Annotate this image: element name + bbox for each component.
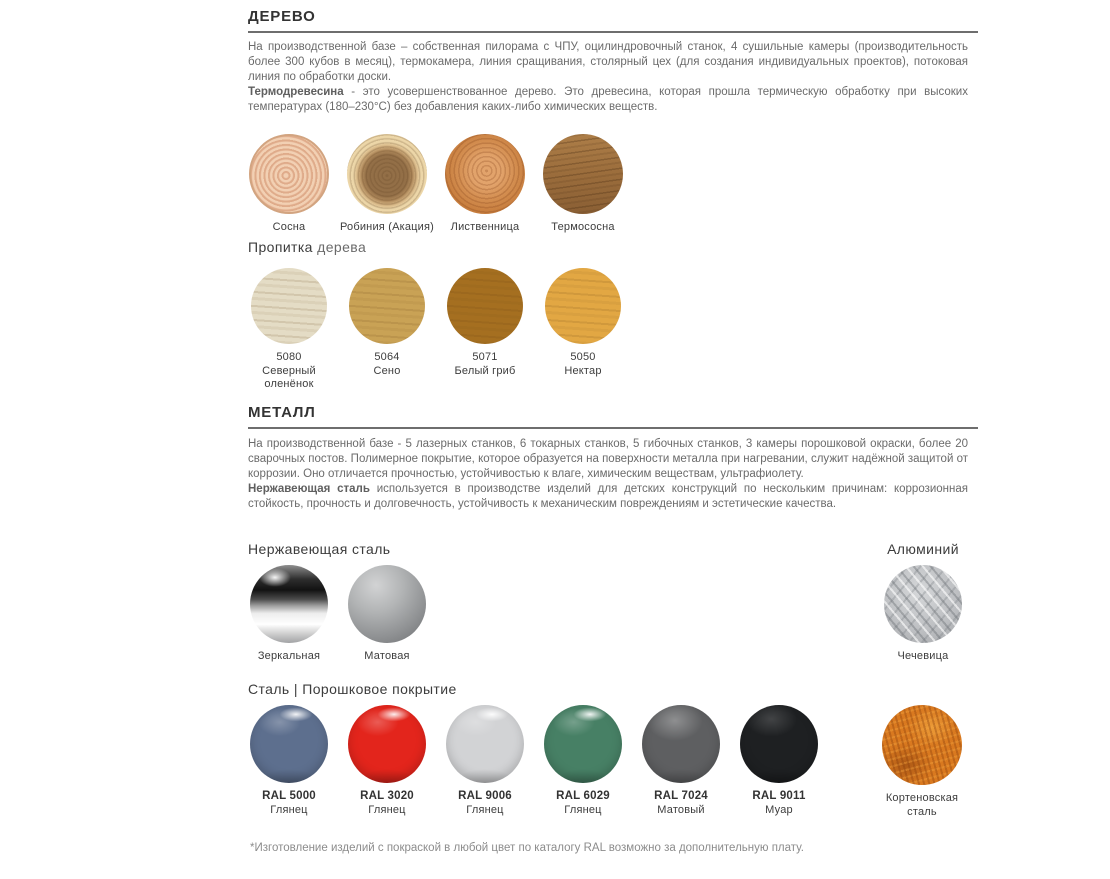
swatch-label [534, 351, 632, 378]
mirror-steel-swatch [250, 565, 328, 643]
impregnation-5064 [338, 268, 436, 392]
stainless-term: Нержавеющая сталь [248, 483, 370, 495]
ral3020-swatch [348, 705, 426, 783]
swatch-label: Матовая [364, 650, 410, 662]
ral-finish: Глянец [466, 803, 504, 816]
powder-ral3020 [338, 705, 436, 817]
swatch-label: Зеркальная [257, 650, 321, 662]
impregnation-code: 5050 [570, 351, 596, 363]
wood-paragraphs [248, 40, 968, 115]
metal-section-title: МЕТАЛЛ [248, 404, 316, 421]
ral7024-swatch [642, 705, 720, 783]
aluminum-plate-swatch [884, 565, 962, 643]
impregnation-code: 5080 [276, 351, 302, 363]
impregnation-5050 [534, 268, 632, 392]
swatch-label [338, 351, 436, 378]
ral-finish: Глянец [270, 803, 308, 816]
ral-code: RAL 5000 [262, 790, 316, 802]
swatch-label [534, 790, 632, 817]
ral6029-swatch [544, 705, 622, 783]
metal-paragraphs [248, 437, 968, 512]
swatch-label: Сосна [272, 221, 306, 233]
impregnation-row [240, 268, 632, 392]
corten-block [862, 705, 982, 819]
wood-species-row [240, 134, 632, 235]
powder-ral7024 [632, 705, 730, 817]
thermowood-term: Термодревесина [248, 86, 344, 98]
powder-coating-row [240, 705, 828, 817]
stainless-mirror [240, 565, 338, 664]
ral9006-swatch [446, 705, 524, 783]
ral-finish: Муар [765, 803, 793, 816]
swatch-label: Кортеновская сталь [885, 792, 959, 818]
swatch-label [730, 790, 828, 817]
thermopine-swatch [543, 134, 623, 214]
aluminum-title: Алюминий [887, 541, 959, 557]
impregnation-swatch-5071 [447, 268, 523, 344]
footnote: *Изготовление изделий с покраской в любой цвет по каталогу RAL возможно за дополнительную плату. [250, 842, 804, 854]
impregnation-name: Северный оленёнок [262, 364, 316, 390]
ral-code: RAL 3020 [360, 790, 414, 802]
impregnation-swatch-5080 [251, 268, 327, 344]
impregnation-title [248, 239, 366, 255]
thermowood-text: - это усовершенствованное дерево. Это древесина, которая прошла термическую обработку при высоких температурах (180–230°С) без добавления каких-либо химических веществ. [248, 86, 968, 113]
aluminum-block [860, 541, 986, 664]
powder-ral9006 [436, 705, 534, 817]
stainless-paragraph [248, 482, 968, 512]
swatch-label [436, 790, 534, 817]
metal-intro-paragraph: На производственной базе - 5 лазерных станков, 6 токарных станков, 5 гибочных станков, 3 камеры порошковой окраски, более 20 сварочных постов. Полимерное покрытие, которое образуется на поверхности металла при нагревании, служит надёжной защитой от коррозии. Оно отличается прочностью, устойчивостью к влаге, химическим веществам, ультрафиолету. [248, 438, 968, 480]
metal-divider [248, 427, 978, 429]
impregnation-title-sub: дерева [312, 239, 367, 255]
ral-code: RAL 9006 [458, 790, 512, 802]
wood-species-thermopine [534, 134, 632, 235]
impregnation-name: Белый гриб [454, 364, 516, 377]
impregnation-swatch-5064 [349, 268, 425, 344]
ral-code: RAL 7024 [654, 790, 708, 802]
stainless-steel-title: Нержавеющая сталь [248, 541, 391, 557]
thermowood-paragraph [248, 85, 968, 115]
swatch-label: Термососна [551, 221, 615, 233]
ral-finish: Глянец [564, 803, 602, 816]
corten-steel-swatch [882, 705, 962, 785]
stainless-matte [338, 565, 436, 664]
wood-species-larch [436, 134, 534, 235]
powder-coating-title: Сталь | Порошковое покрытие [248, 681, 457, 697]
wood-species-robinia [338, 134, 436, 235]
robinia-slice-swatch [347, 134, 427, 214]
ral5000-swatch [250, 705, 328, 783]
larch-slice-swatch [445, 134, 525, 214]
powder-ral5000 [240, 705, 338, 817]
wood-species-pine [240, 134, 338, 235]
wood-intro-paragraph: На производственной базе – собственная пилорама с ЧПУ, оцилиндровочный станок, 4 сушильные камеры (производительность более 300 кубов в месяц), термокамера, линия сращивания, столярный цех (для создания индивидуальных проектов), потоковая линия по обработки доски. [248, 41, 968, 83]
matte-steel-swatch [348, 565, 426, 643]
wood-section-title: ДЕРЕВО [248, 8, 316, 25]
swatch-label [240, 790, 338, 817]
powder-ral6029 [534, 705, 632, 817]
pine-slice-swatch [249, 134, 329, 214]
impregnation-name: Сено [373, 364, 401, 377]
swatch-label [632, 790, 730, 817]
impregnation-name: Нектар [564, 364, 602, 377]
stainless-row [240, 565, 436, 664]
ral-code: RAL 6029 [556, 790, 610, 802]
impregnation-5071 [436, 268, 534, 392]
impregnation-swatch-5050 [545, 268, 621, 344]
impregnation-5080 [240, 268, 338, 392]
wood-divider [248, 31, 978, 33]
swatch-label [338, 790, 436, 817]
ral-finish: Глянец [368, 803, 406, 816]
swatch-label [240, 351, 338, 392]
ral-code: RAL 9011 [752, 790, 806, 802]
impregnation-code: 5064 [374, 351, 400, 363]
swatch-label: Лиственница [450, 221, 520, 233]
ral-finish: Матовый [657, 803, 705, 816]
powder-ral9011 [730, 705, 828, 817]
ral9011-swatch [740, 705, 818, 783]
swatch-label: Чечевица [897, 650, 949, 662]
swatch-label [436, 351, 534, 378]
stainless-text: используется в производстве изделий для детских конструкций по нескольким причинам: коррозионная стойкость, прочность и долговечность, устойчивость к механическим повреждениям и эстетические качества. [248, 483, 968, 510]
swatch-label: Робиния (Акация) [339, 221, 435, 233]
impregnation-code: 5071 [472, 351, 498, 363]
impregnation-title-main: Пропитка [248, 239, 313, 255]
